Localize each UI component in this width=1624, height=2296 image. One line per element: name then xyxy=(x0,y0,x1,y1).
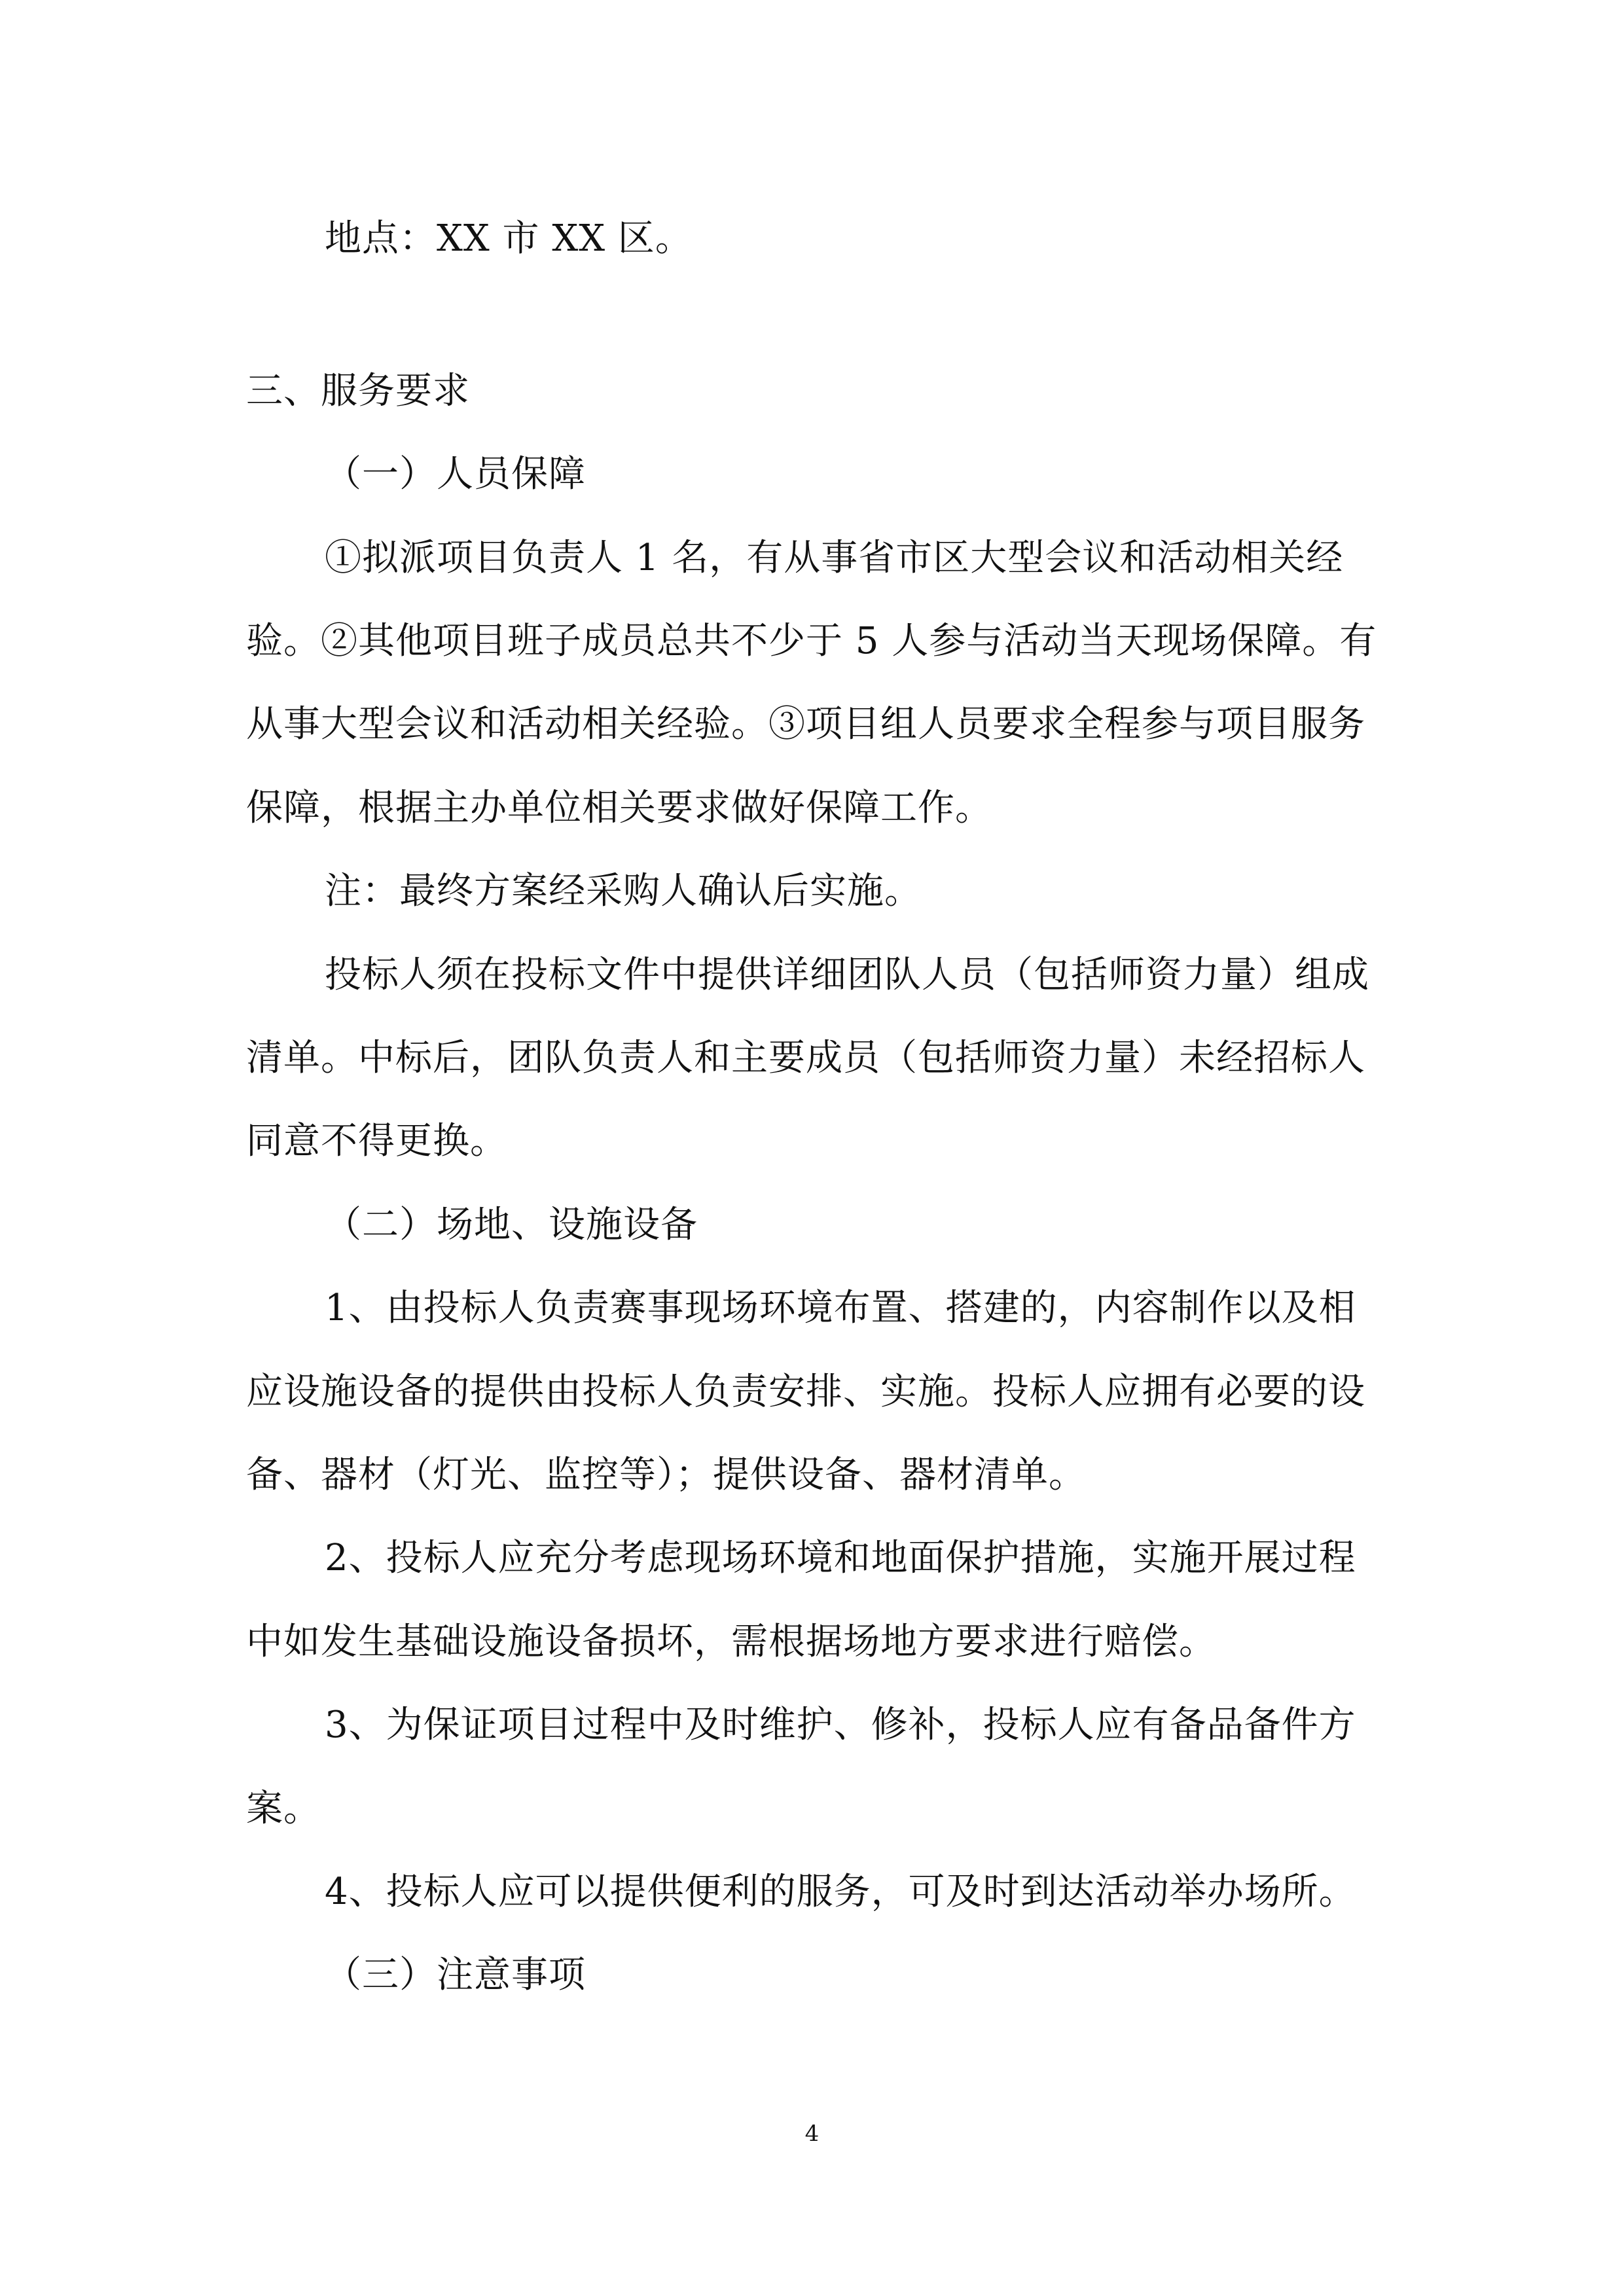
note-line: 注：最终方案经采购人确认后实施。 xyxy=(325,870,922,912)
venue-item-1-line: 1、由投标人负责赛事现场环境布置、搭建的，内容制作以及相 xyxy=(325,1287,1356,1329)
subsection-heading-notes: （三）注意事项 xyxy=(325,1954,586,1996)
personnel-paragraph-line: 从事大型会议和活动相关经验。③项目组人员要求全程参与项目服务 xyxy=(246,703,1365,745)
subsection-heading-personnel: （一）人员保障 xyxy=(325,453,586,495)
venue-item-3-line: 3、为保证项目过程中及时维护、修补，投标人应有备品备件方 xyxy=(325,1704,1356,1746)
personnel-paragraph-line: 验。②其他项目班子成员总共不少于 5 人参与活动当天现场保障。有 xyxy=(246,620,1377,662)
team-list-paragraph-line: 清单。中标后，团队负责人和主要成员（包括师资力量）未经招标人 xyxy=(246,1037,1365,1079)
venue-item-2-line: 2、投标人应充分考虑现场环境和地面保护措施，实施开展过程 xyxy=(325,1537,1356,1579)
page-number: 4 xyxy=(804,2121,820,2147)
venue-item-4-line: 4、投标人应可以提供便利的服务，可及时到达活动举办场所。 xyxy=(325,1871,1356,1913)
personnel-paragraph-line: 保障，根据主办单位相关要求做好保障工作。 xyxy=(246,787,992,829)
venue-item-3-line: 案。 xyxy=(246,1787,321,1830)
subsection-heading-venue: （二）场地、设施设备 xyxy=(325,1204,698,1246)
section-heading: 三、服务要求 xyxy=(246,370,470,412)
venue-item-2-line: 中如发生基础设施设备损坏，需根据场地方要求进行赔偿。 xyxy=(246,1621,1216,1663)
venue-item-1-line: 应设施设备的提供由投标人负责安排、实施。投标人应拥有必要的设 xyxy=(246,1371,1365,1413)
team-list-paragraph-line: 投标人须在投标文件中提供详细团队人员（包括师资力量）组成 xyxy=(325,954,1369,996)
team-list-paragraph-line: 同意不得更换。 xyxy=(246,1120,507,1162)
personnel-paragraph-line: ①拟派项目负责人 1 名，有从事省市区大型会议和活动相关经 xyxy=(325,537,1344,579)
location-line: 地点：XX 市 XX 区。 xyxy=(325,217,693,260)
venue-item-1-line: 备、器材（灯光、监控等）；提供设备、器材清单。 xyxy=(246,1454,1086,1496)
